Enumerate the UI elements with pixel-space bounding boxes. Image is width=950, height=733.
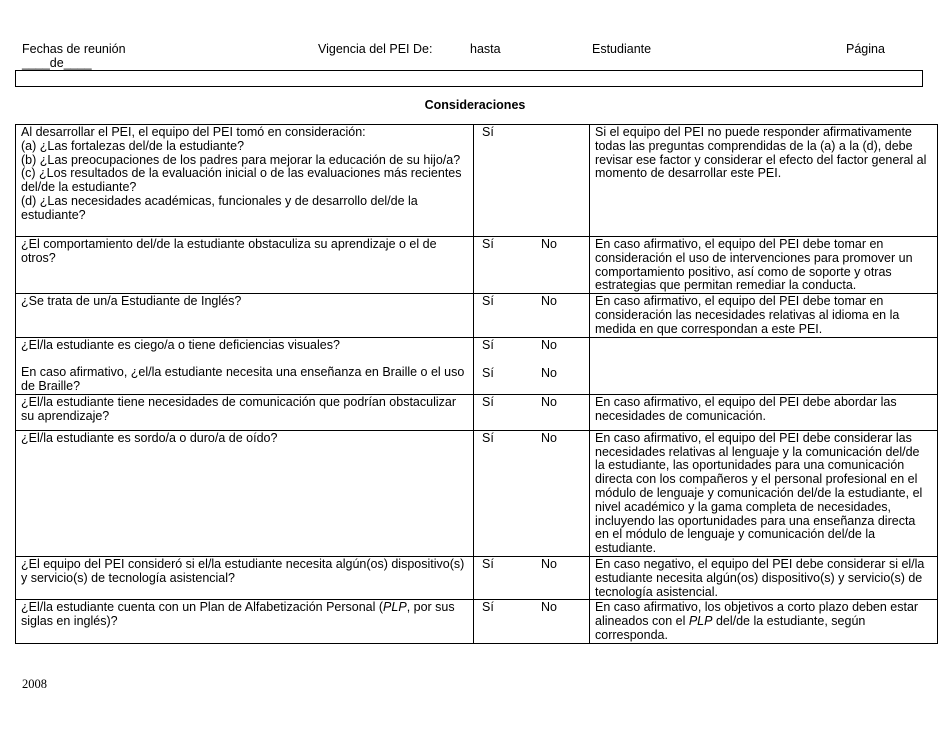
meeting-dates-label: Fechas de reunión	[22, 42, 126, 56]
answer-cell	[474, 556, 590, 599]
no-option[interactable]: No	[541, 294, 557, 309]
question-cell: ¿El/la estudiante tiene necesidades de comunicación que podrían obstaculizar su aprendizaje?	[16, 394, 474, 430]
yes-option[interactable]: Sí	[482, 237, 494, 251]
yes-option[interactable]: Sí	[482, 430, 494, 445]
section-title: Consideraciones	[424, 98, 526, 112]
table-row	[16, 337, 938, 394]
question-cell: ¿El equipo del PEI consideró si el/la estudiante necesita algún(os) dispositivo(s) y servicio(s) de tecnología asistencial?	[16, 556, 474, 599]
question-intro: Al desarrollar el PEI, el equipo del PEI tomó en consideración:	[21, 125, 366, 139]
table-row	[16, 294, 938, 337]
footer-year: 2008	[22, 677, 47, 691]
question-a: (a) ¿Las fortalezas del/de la estudiante?	[21, 138, 245, 153]
table-row	[16, 394, 938, 430]
until-label: hasta	[470, 42, 501, 56]
yes-option-braille[interactable]: Sí	[482, 365, 494, 380]
meeting-dates-blank: ____de____	[22, 56, 92, 70]
table-row	[16, 237, 938, 294]
guidance-cell	[590, 337, 938, 394]
question-visual: ¿El/la estudiante es ciego/a o tiene deficiencias visuales?	[21, 337, 340, 352]
question-cell	[16, 337, 474, 394]
question-cell: ¿Se trata de un/a Estudiante de Inglés?	[16, 294, 474, 337]
guidance-cell: En caso afirmativo, los objetivos a corto plazo deben estar alineados con el PLP del/de la estudiante, según corresponda.	[590, 600, 938, 643]
plp-abbreviation: PLP	[383, 600, 407, 615]
answer-cell	[474, 237, 590, 294]
guidance-cell: En caso afirmativo, el equipo del PEI debe tomar en consideración las necesidades relativas al idioma en la medida en que correspondan a este PEI.	[590, 294, 938, 337]
no-option[interactable]: No	[541, 556, 557, 571]
header-blank-field[interactable]	[15, 70, 923, 87]
table-row	[16, 430, 938, 556]
guidance-cell: En caso afirmativo, el equipo del PEI debe abordar las necesidades de comunicación.	[590, 394, 938, 430]
no-option[interactable]: No	[541, 430, 557, 445]
page-label: Página	[846, 42, 885, 56]
question-cell	[16, 125, 474, 237]
question-d: (d) ¿Las necesidades académicas, funcionales y de desarrollo del/de la estudiante?	[21, 193, 418, 222]
answer-cell	[474, 430, 590, 556]
guidance-cell: En caso negativo, el equipo del PEI debe considerar si el/la estudiante necesita algún(os) dispositivo(s) y servicio(s) de tecnología asistencial.	[590, 556, 938, 599]
no-option[interactable]: No	[541, 394, 557, 409]
yes-option[interactable]: Sí	[482, 125, 494, 139]
no-option[interactable]: No	[541, 337, 557, 352]
question-cell: ¿El/la estudiante cuenta con un Plan de Alfabetización Personal (PLP, por sus siglas en inglés)?	[16, 600, 474, 643]
question-c: (c) ¿Los resultados de la evaluación inicial o de las evaluaciones más recientes del/de la estudiante?	[21, 166, 462, 195]
answer-cell	[474, 394, 590, 430]
no-option-braille[interactable]: No	[541, 365, 557, 380]
plp-abbreviation: PLP	[688, 614, 713, 629]
table-row	[16, 600, 938, 643]
answer-cell	[474, 294, 590, 337]
iep-validity-label: Vigencia del PEI De:	[318, 42, 433, 56]
guidance-cell: Si el equipo del PEI no puede responder afirmativamente todas las preguntas comprendidas de la (a) a la (d), debe revisar ese factor y considerar el efecto del factor general al momento de desarrollar este PEI.	[590, 125, 938, 237]
student-label: Estudiante	[592, 42, 652, 56]
guidance-cell: En caso afirmativo, el equipo del PEI debe tomar en consideración el uso de intervenciones para promover un comportamiento positivo, así como de soporte y otras estrategias que permitan remediar la conducta.	[590, 237, 938, 294]
question-cell: ¿El comportamiento del/de la estudiante obstaculiza su aprendizaje o el de otros?	[16, 237, 474, 294]
question-braille: En caso afirmativo, ¿el/la estudiante necesita una enseñanza en Braille o el uso de Braille?	[21, 365, 465, 393]
yes-option[interactable]: Sí	[482, 600, 494, 615]
yes-option[interactable]: Sí	[482, 394, 494, 409]
answer-cell	[474, 337, 590, 394]
table-row	[16, 125, 938, 237]
guidance-cell: En caso afirmativo, el equipo del PEI debe considerar las necesidades relativas al lenguaje y la comunicación del/de la estudiante, las oportunidades para una comunicación directa con los compañeros y el personal profesional en el módulo de lenguaje y comunicación del/de la estudiante, el nivel académico y la gama completa de necesidades, incluyendo las oportunidades para una enseñanza directa en el módulo de lenguaje y comunicación del/de la estudiante.	[590, 430, 938, 556]
no-option[interactable]: No	[541, 600, 557, 615]
answer-cell	[474, 600, 590, 643]
answer-cell	[474, 125, 590, 237]
yes-option[interactable]: Sí	[482, 337, 494, 352]
table-row	[16, 556, 938, 599]
no-option[interactable]: No	[541, 237, 557, 251]
yes-option[interactable]: Sí	[482, 294, 494, 309]
yes-option[interactable]: Sí	[482, 556, 494, 571]
question-b: (b) ¿Las preocupaciones de los padres para mejorar la educación de su hijo/a?	[21, 152, 461, 167]
question-cell: ¿El/la estudiante es sordo/a o duro/a de oído?	[16, 430, 474, 556]
considerations-table	[15, 124, 938, 644]
